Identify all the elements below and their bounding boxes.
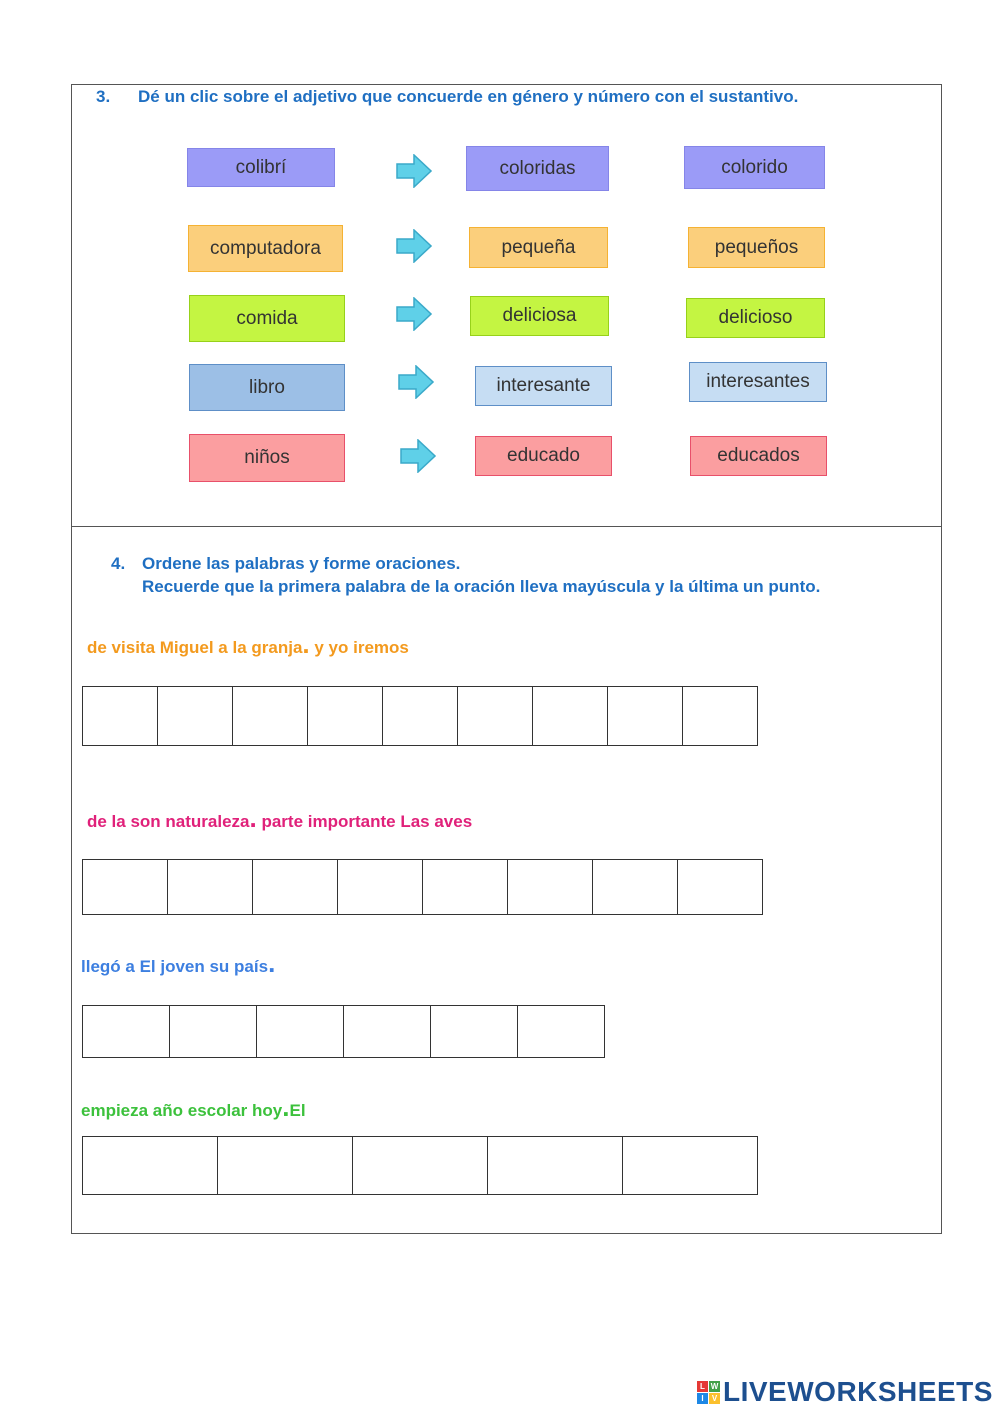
- option-delicioso[interactable]: delicioso: [686, 298, 825, 338]
- answer-box[interactable]: [252, 859, 338, 915]
- answer-box[interactable]: [217, 1136, 353, 1195]
- option-pequenos[interactable]: pequeños: [688, 227, 825, 268]
- exercise-2-words-before: de la son naturaleza: [87, 812, 250, 831]
- exercise-2-dot: .: [249, 803, 257, 833]
- exercise-2-words-after: parte importante Las aves: [256, 812, 473, 831]
- section-4-instruction-line2: Recuerde que la primera palabra de la oración lleva mayúscula y la última un punto.: [142, 577, 821, 596]
- answer-box[interactable]: [607, 686, 683, 746]
- answer-box[interactable]: [157, 686, 233, 746]
- answer-box[interactable]: [82, 859, 168, 915]
- exercise-3-words-before: llegó a El joven su país: [81, 957, 269, 976]
- answer-box[interactable]: [682, 686, 758, 746]
- answer-box[interactable]: [507, 859, 593, 915]
- exercise-1-words-after: y yo iremos: [309, 638, 409, 657]
- answer-box[interactable]: [592, 859, 678, 915]
- answer-box[interactable]: [337, 859, 423, 915]
- arrow-right-icon: [400, 439, 436, 473]
- answer-box[interactable]: [82, 1136, 218, 1195]
- answer-box[interactable]: [517, 1005, 605, 1058]
- option-colorido[interactable]: colorido: [684, 146, 825, 189]
- liveworksheets-logo-mark-icon: L W I V: [697, 1381, 720, 1404]
- answer-box[interactable]: [82, 686, 158, 746]
- noun-ninos: niños: [189, 434, 345, 482]
- exercise-4-answer-boxes: [82, 1136, 758, 1195]
- option-pequena[interactable]: pequeña: [469, 227, 608, 268]
- exercise-1-answer-boxes: [82, 686, 758, 746]
- option-deliciosa[interactable]: deliciosa: [470, 296, 609, 336]
- answer-box[interactable]: [422, 859, 508, 915]
- noun-libro: libro: [189, 364, 345, 411]
- exercise-2-prompt: [87, 803, 473, 833]
- answer-box[interactable]: [382, 686, 458, 746]
- section-3-instruction: Dé un clic sobre el adjetivo que concuerde en género y número con el sustantivo.: [138, 87, 799, 106]
- answer-box[interactable]: [532, 686, 608, 746]
- exercise-1-prompt: [87, 629, 409, 659]
- exercise-4-words-after: El: [289, 1101, 306, 1120]
- section-4-heading: [111, 552, 820, 598]
- option-interesantes[interactable]: interesantes: [689, 362, 827, 402]
- answer-box[interactable]: [430, 1005, 518, 1058]
- arrow-right-icon: [396, 229, 432, 263]
- option-educados[interactable]: educados: [690, 436, 827, 476]
- option-interesante[interactable]: interesante: [475, 366, 612, 406]
- section-4-number: 4.: [111, 554, 126, 573]
- answer-box[interactable]: [307, 686, 383, 746]
- answer-box[interactable]: [487, 1136, 623, 1195]
- answer-box[interactable]: [677, 859, 763, 915]
- exercise-3-dot: .: [268, 948, 276, 978]
- arrow-right-icon: [398, 365, 434, 399]
- noun-computadora: computadora: [188, 225, 343, 272]
- exercise-4-dot: .: [282, 1092, 290, 1122]
- answer-box[interactable]: [343, 1005, 431, 1058]
- exercise-4-words-before: empieza año escolar hoy: [81, 1101, 283, 1120]
- answer-box[interactable]: [169, 1005, 257, 1058]
- liveworksheets-logo-text: LIVEWORKSHEETS: [723, 1376, 993, 1407]
- exercise-3-answer-boxes: [82, 1005, 605, 1058]
- option-coloridas[interactable]: coloridas: [466, 146, 609, 191]
- exercise-3-prompt: [81, 948, 276, 978]
- answer-box[interactable]: [167, 859, 253, 915]
- option-educado[interactable]: educado: [475, 436, 612, 476]
- liveworksheets-logo: [697, 1376, 993, 1408]
- answer-box[interactable]: [256, 1005, 344, 1058]
- section-3-number: 3.: [96, 87, 111, 106]
- answer-box[interactable]: [232, 686, 308, 746]
- exercise-4-prompt: [81, 1092, 306, 1122]
- exercise-1-words-before: de visita Miguel a la granja: [87, 638, 303, 657]
- section-4-instruction-line1: Ordene las palabras y forme oraciones.: [142, 554, 461, 573]
- noun-colibri: colibrí: [187, 148, 335, 187]
- noun-comida: comida: [189, 295, 345, 342]
- answer-box[interactable]: [457, 686, 533, 746]
- section-3-heading: [96, 87, 798, 107]
- answer-box[interactable]: [622, 1136, 758, 1195]
- exercise-1-dot: .: [302, 629, 310, 659]
- answer-box[interactable]: [82, 1005, 170, 1058]
- answer-box[interactable]: [352, 1136, 488, 1195]
- arrow-right-icon: [396, 297, 432, 331]
- exercise-2-answer-boxes: [82, 859, 763, 915]
- arrow-right-icon: [396, 154, 432, 188]
